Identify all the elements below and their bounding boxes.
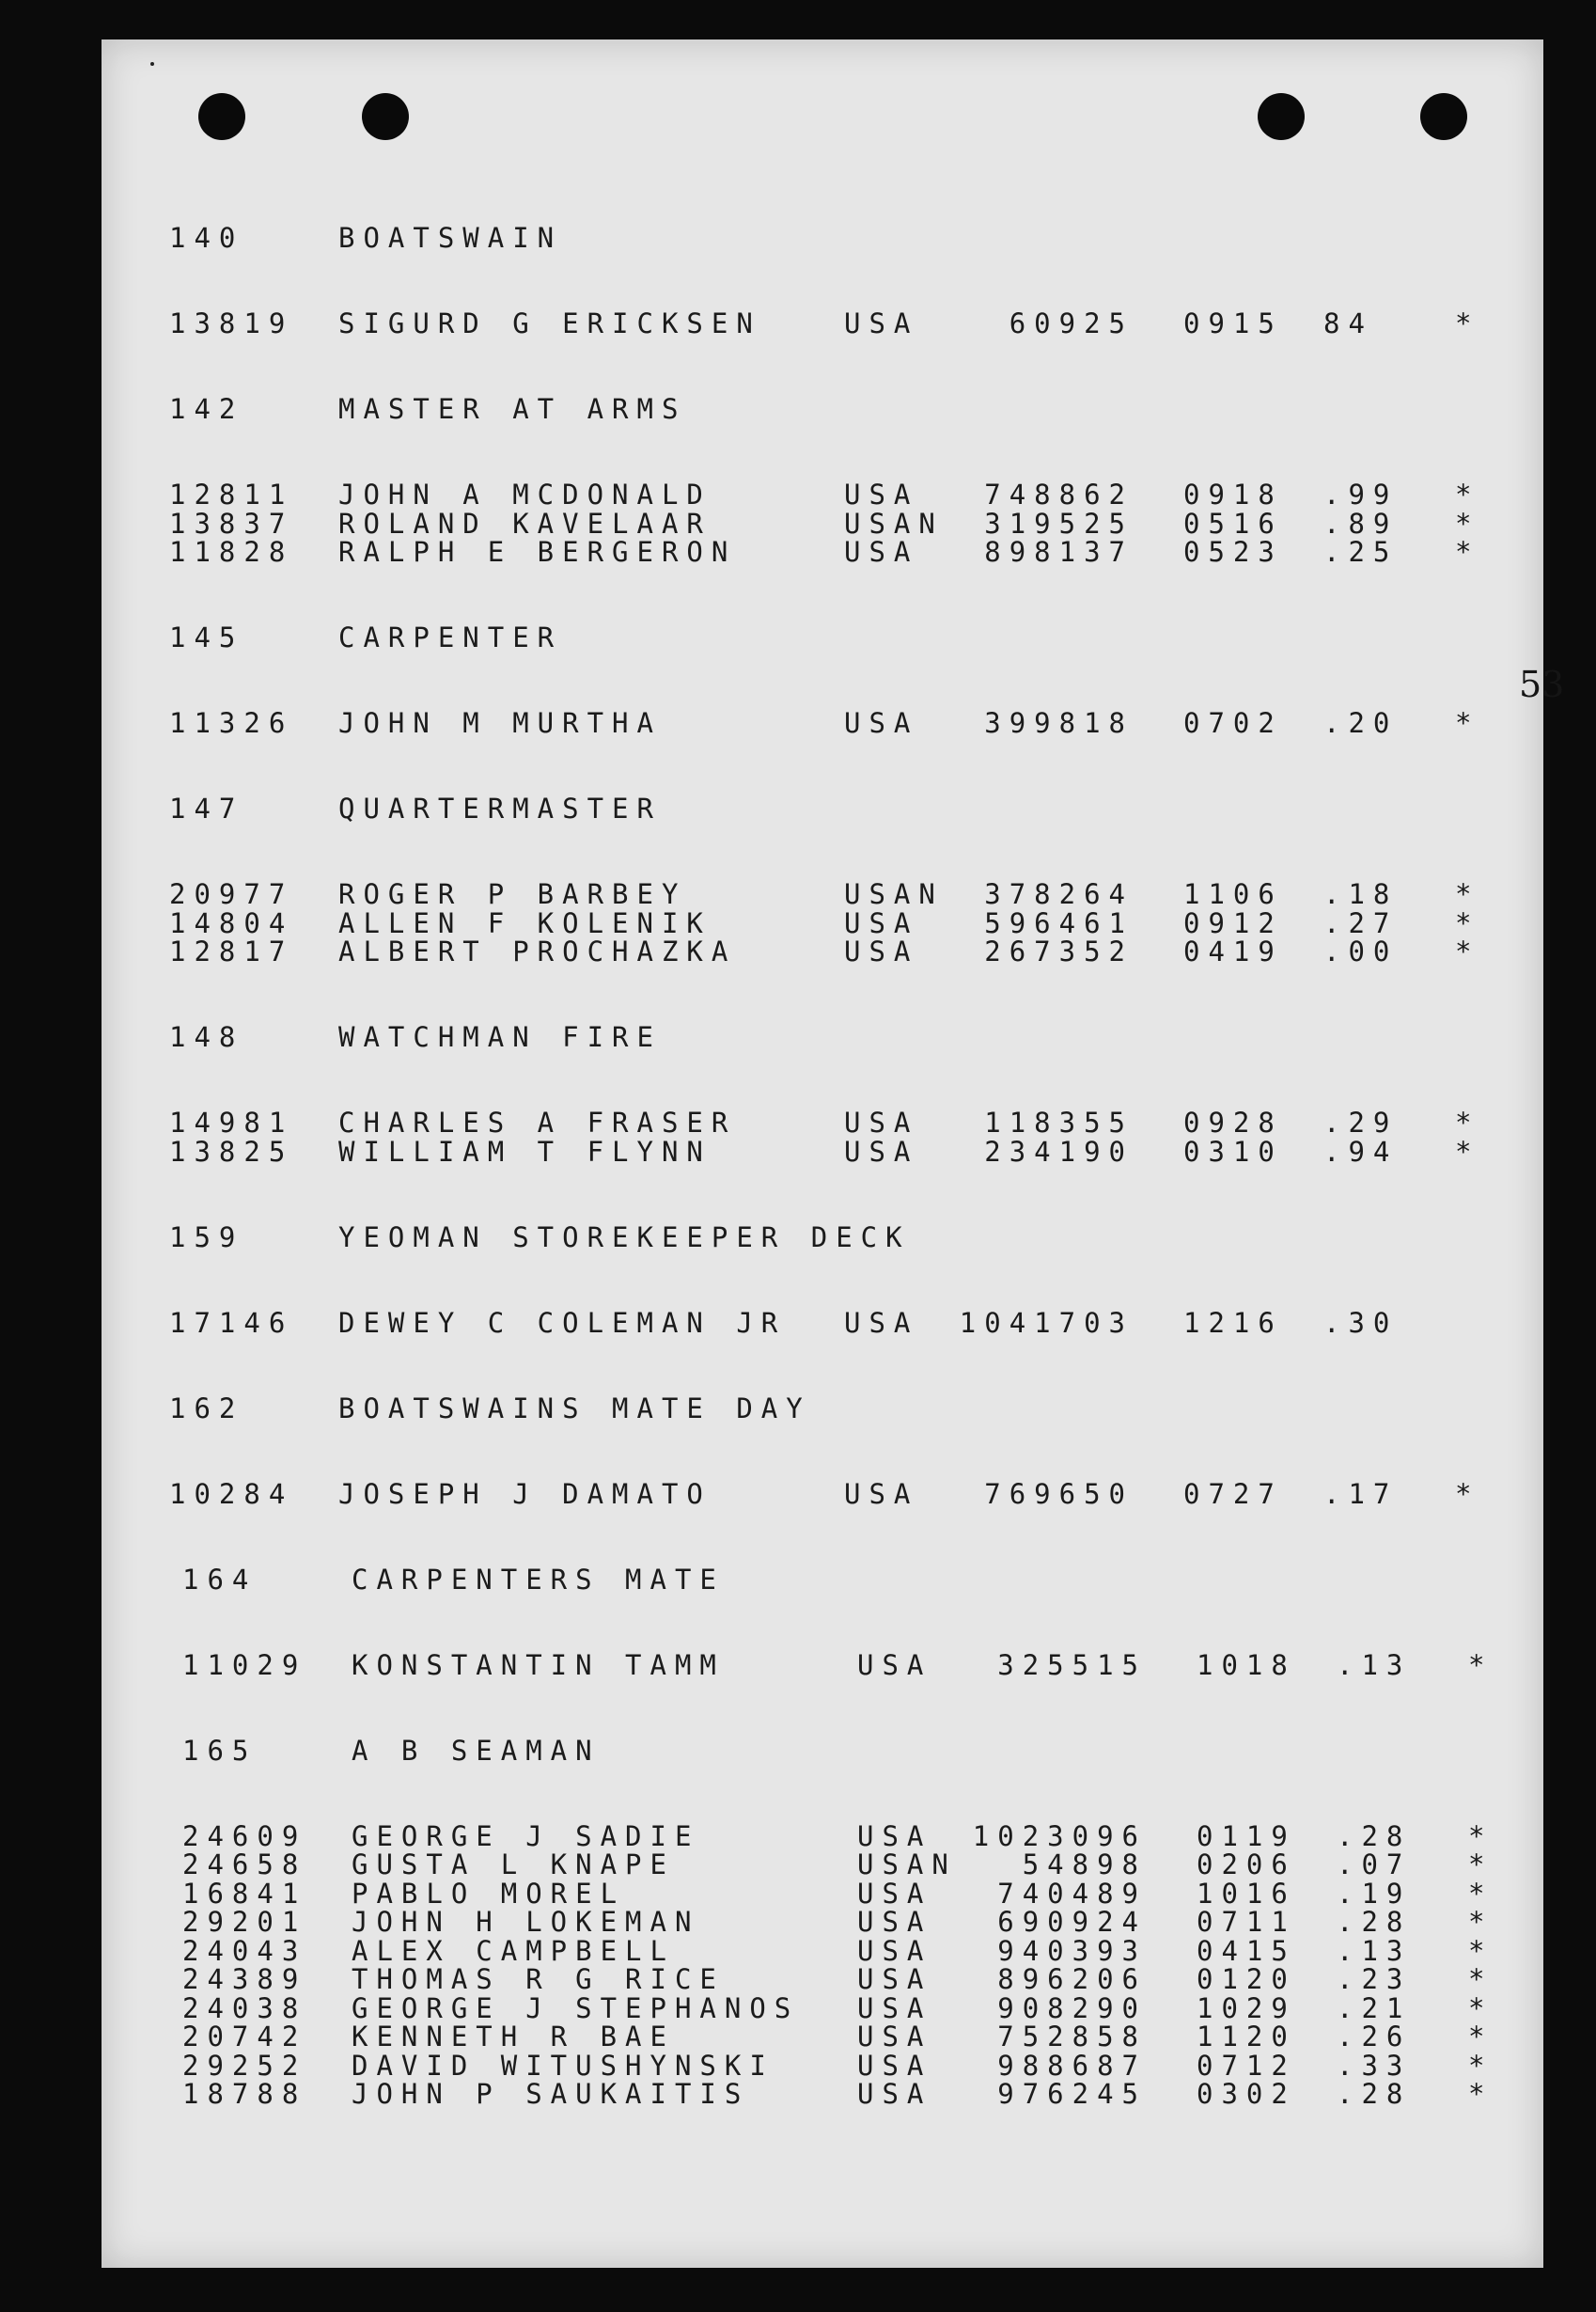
amount: .28 (1337, 1820, 1412, 1852)
entry-number: 10284 (169, 1478, 294, 1510)
check-mark: * (1468, 1649, 1494, 1681)
document-number: 267352 (984, 936, 1134, 967)
document-number: 896206 (997, 1963, 1147, 1995)
crew-name: DAVID WITUSHYNSKI (352, 2050, 775, 2082)
entry-date: 1106 (1183, 878, 1283, 910)
entry-number: 24609 (182, 1820, 307, 1852)
entry-date: 0419 (1183, 936, 1283, 967)
entry-number: 29201 (182, 1906, 307, 1938)
document-number: 60925 (1009, 307, 1134, 339)
section-title: CARPENTER (338, 621, 563, 653)
nationality: USA (857, 1906, 932, 1938)
nationality: USA (844, 307, 919, 339)
check-mark: * (1455, 707, 1480, 739)
crew-name: ALBERT PROCHAZKA (338, 936, 737, 967)
document-number: 740489 (997, 1878, 1147, 1910)
section-title: WATCHMAN FIRE (338, 1021, 662, 1053)
amount: .13 (1337, 1935, 1412, 1967)
entry-date: 0915 (1183, 307, 1283, 339)
entry-number: 13819 (169, 307, 294, 339)
nationality: USA (857, 2021, 932, 2052)
document-number: 378264 (984, 878, 1134, 910)
document-number: 234190 (984, 1136, 1134, 1168)
page-number: 53 (1519, 664, 1565, 705)
nationality: USA (844, 536, 919, 568)
punch-hole (198, 93, 245, 140)
document-number: 908290 (997, 1992, 1147, 2024)
amount: .00 (1323, 936, 1399, 967)
check-mark: * (1468, 1878, 1494, 1910)
amount: .27 (1323, 907, 1399, 939)
document-number: 596461 (984, 907, 1134, 939)
entry-date: 0119 (1197, 1820, 1296, 1852)
section-title: QUARTERMASTER (338, 793, 662, 825)
crew-name: JOHN P SAUKAITIS (352, 2078, 750, 2110)
entry-number: 24389 (182, 1963, 307, 1995)
amount: .25 (1323, 536, 1399, 568)
amount: .29 (1323, 1107, 1399, 1139)
nationality: USA (844, 1478, 919, 1510)
amount: .94 (1323, 1136, 1399, 1168)
nationality: USAN (857, 1848, 957, 1880)
section-code: 162 (169, 1392, 244, 1424)
crew-name: SIGURD G ERICKSEN (338, 307, 761, 339)
amount: .20 (1323, 707, 1399, 739)
document-number: 690924 (997, 1906, 1147, 1938)
amount: .17 (1323, 1478, 1399, 1510)
entry-date: 0310 (1183, 1136, 1283, 1168)
crew-name: JOSEPH J DAMATO (338, 1478, 712, 1510)
amount: .30 (1323, 1307, 1399, 1339)
nationality: USAN (844, 878, 944, 910)
section-code: 165 (182, 1735, 258, 1767)
entry-date: 0206 (1197, 1848, 1296, 1880)
document-number: 118355 (984, 1107, 1134, 1139)
crew-name: ALLEN F KOLENIK (338, 907, 712, 939)
check-mark: * (1455, 1107, 1480, 1139)
entry-number: 13825 (169, 1136, 294, 1168)
check-mark: * (1468, 2078, 1494, 2110)
paper-speck (150, 62, 154, 66)
section-title: BOATSWAIN (338, 222, 563, 254)
section-code: 147 (169, 793, 244, 825)
amount: .89 (1323, 508, 1399, 540)
nationality: USA (844, 1136, 919, 1168)
nationality: USA (857, 2050, 932, 2082)
entry-number: 11828 (169, 536, 294, 568)
entry-date: 0415 (1197, 1935, 1296, 1967)
section-code: 140 (169, 222, 244, 254)
nationality: USA (844, 1107, 919, 1139)
entry-date: 0516 (1183, 508, 1283, 540)
check-mark: * (1455, 307, 1480, 339)
document-number: 319525 (984, 508, 1134, 540)
check-mark: * (1455, 536, 1480, 568)
amount: .07 (1337, 1848, 1412, 1880)
punch-hole (362, 93, 409, 140)
crew-name: PABLO MOREL (352, 1878, 626, 1910)
document-number: 748862 (984, 479, 1134, 511)
document-number: 988687 (997, 2050, 1147, 2082)
crew-name: JOHN M MURTHA (338, 707, 662, 739)
crew-name: ROLAND KAVELAAR (338, 508, 712, 540)
entry-number: 29252 (182, 2050, 307, 2082)
section-title: MASTER AT ARMS (338, 393, 687, 425)
document-number: 752858 (997, 2021, 1147, 2052)
nationality: USA (857, 1963, 932, 1995)
crew-name: GUSTA L KNAPE (352, 1848, 675, 1880)
entry-date: 0928 (1183, 1107, 1283, 1139)
entry-number: 12811 (169, 479, 294, 511)
nationality: USAN (844, 508, 944, 540)
document-number: 1041703 (959, 1307, 1134, 1339)
document-number: 769650 (984, 1478, 1134, 1510)
entry-date: 0918 (1183, 479, 1283, 511)
document-number: 940393 (997, 1935, 1147, 1967)
entry-date: 0523 (1183, 536, 1283, 568)
amount: .26 (1337, 2021, 1412, 2052)
ledger-page (102, 39, 1565, 2268)
entry-number: 17146 (169, 1307, 294, 1339)
crew-name: GEORGE J SADIE (352, 1820, 700, 1852)
amount: .21 (1337, 1992, 1412, 2024)
check-mark: * (1468, 1992, 1494, 2024)
section-title: CARPENTERS MATE (352, 1564, 725, 1596)
amount: .18 (1323, 878, 1399, 910)
check-mark: * (1455, 907, 1480, 939)
entry-date: 0702 (1183, 707, 1283, 739)
check-mark: * (1468, 2050, 1494, 2082)
crew-name: KONSTANTIN TAMM (352, 1649, 725, 1681)
entry-number: 12817 (169, 936, 294, 967)
nationality: USA (857, 1935, 932, 1967)
entry-number: 11029 (182, 1649, 307, 1681)
document-number: 1023096 (972, 1820, 1147, 1852)
nationality: USA (857, 1649, 932, 1681)
entry-number: 24038 (182, 1992, 307, 2024)
entry-number: 14981 (169, 1107, 294, 1139)
entry-date: 0711 (1197, 1906, 1296, 1938)
check-mark: * (1468, 1963, 1494, 1995)
document-number: 54898 (1022, 1848, 1147, 1880)
entry-date: 0302 (1197, 2078, 1296, 2110)
entry-number: 24043 (182, 1935, 307, 1967)
check-mark: * (1468, 1820, 1494, 1852)
amount: .28 (1337, 1906, 1412, 1938)
amount: .33 (1337, 2050, 1412, 2082)
section-title: BOATSWAINS MATE DAY (338, 1392, 811, 1424)
crew-name: ROGER P BARBEY (338, 878, 687, 910)
entry-number: 13837 (169, 508, 294, 540)
entry-date: 0712 (1197, 2050, 1296, 2082)
crew-name: ALEX CAMPBELL (352, 1935, 675, 1967)
punch-hole (1258, 93, 1305, 140)
document-number: 898137 (984, 536, 1134, 568)
nationality: USA (844, 907, 919, 939)
nationality: USA (844, 479, 919, 511)
check-mark: * (1455, 508, 1480, 540)
punch-hole (1420, 93, 1467, 140)
section-title: YEOMAN STOREKEEPER DECK (338, 1221, 911, 1253)
crew-name: WILLIAM T FLYNN (338, 1136, 712, 1168)
crew-name: THOMAS R G RICE (352, 1963, 725, 1995)
nationality: USA (857, 1820, 932, 1852)
document-number: 325515 (997, 1649, 1147, 1681)
nationality: USA (857, 1992, 932, 2024)
check-mark: * (1468, 1935, 1494, 1967)
entry-number: 16841 (182, 1878, 307, 1910)
amount: .99 (1323, 479, 1399, 511)
crew-name: DEWEY C COLEMAN JR (338, 1307, 787, 1339)
amount: .28 (1337, 2078, 1412, 2110)
entry-number: 14804 (169, 907, 294, 939)
check-mark: * (1455, 878, 1480, 910)
amount: .23 (1337, 1963, 1412, 1995)
amount: .13 (1337, 1649, 1412, 1681)
check-mark: * (1468, 1848, 1494, 1880)
nationality: USA (857, 2078, 932, 2110)
entry-date: 0912 (1183, 907, 1283, 939)
nationality: USA (844, 1307, 919, 1339)
crew-name: JOHN A MCDONALD (338, 479, 712, 511)
check-mark: * (1455, 1136, 1480, 1168)
section-code: 159 (169, 1221, 244, 1253)
entry-date: 0120 (1197, 1963, 1296, 1995)
crew-name: RALPH E BERGERON (338, 536, 737, 568)
crew-name: KENNETH R BAE (352, 2021, 675, 2052)
amount: .19 (1337, 1878, 1412, 1910)
entry-date: 1016 (1197, 1878, 1296, 1910)
check-mark: * (1455, 936, 1480, 967)
section-code: 148 (169, 1021, 244, 1053)
crew-name: CHARLES A FRASER (338, 1107, 737, 1139)
entry-date: 1018 (1197, 1649, 1296, 1681)
entry-date: 0727 (1183, 1478, 1283, 1510)
check-mark: * (1455, 479, 1480, 511)
crew-name: GEORGE J STEPHANOS (352, 1992, 800, 2024)
check-mark: * (1468, 1906, 1494, 1938)
document-number: 399818 (984, 707, 1134, 739)
section-code: 145 (169, 621, 244, 653)
entry-date: 1029 (1197, 1992, 1296, 2024)
entry-number: 11326 (169, 707, 294, 739)
document-number: 976245 (997, 2078, 1147, 2110)
nationality: USA (844, 707, 919, 739)
entry-number: 20742 (182, 2021, 307, 2052)
nationality: USA (844, 936, 919, 967)
crew-name: JOHN H LOKEMAN (352, 1906, 700, 1938)
section-code: 164 (182, 1564, 258, 1596)
entry-date: 1216 (1183, 1307, 1283, 1339)
entry-number: 18788 (182, 2078, 307, 2110)
entry-number: 20977 (169, 878, 294, 910)
section-code: 142 (169, 393, 244, 425)
amount: 84 (1323, 307, 1373, 339)
section-title: A B SEAMAN (352, 1735, 601, 1767)
entry-number: 24658 (182, 1848, 307, 1880)
nationality: USA (857, 1878, 932, 1910)
check-mark: * (1468, 2021, 1494, 2052)
check-mark: * (1455, 1478, 1480, 1510)
entry-date: 1120 (1197, 2021, 1296, 2052)
